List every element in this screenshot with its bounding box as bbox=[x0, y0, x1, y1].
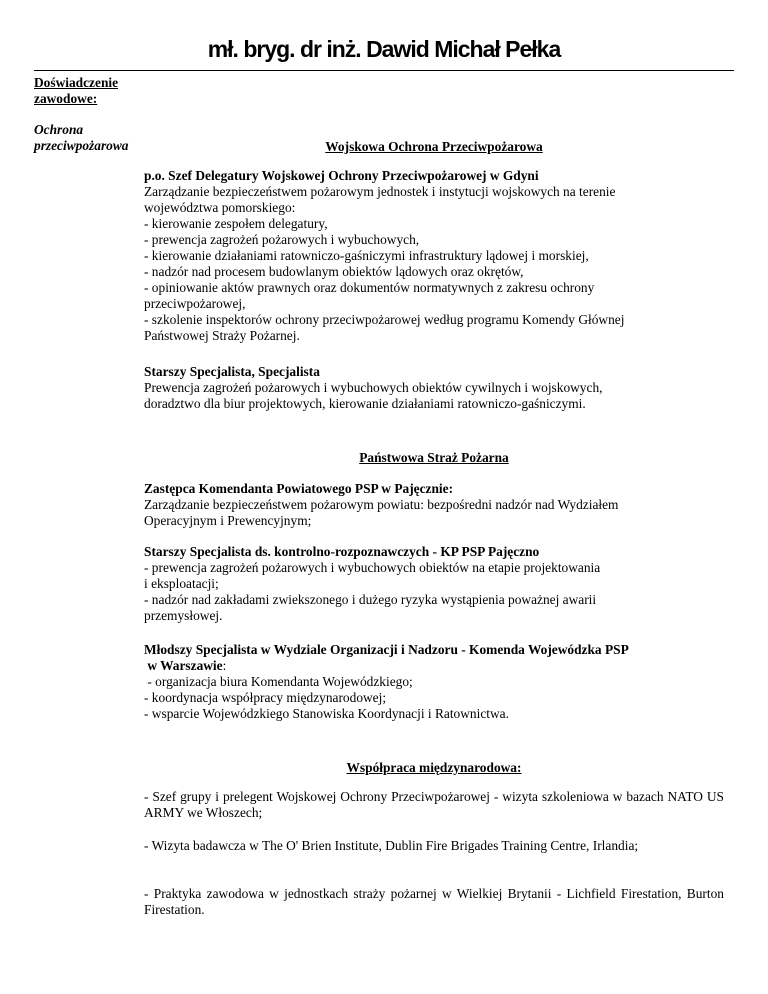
fire-protection-label bbox=[34, 122, 154, 154]
experience-label bbox=[34, 75, 144, 107]
international-item-dublin bbox=[144, 838, 724, 854]
section-title-international: Współpraca międzynarodowa: bbox=[346, 760, 522, 775]
experience-label-line2: zawodowe: bbox=[34, 91, 98, 106]
role-line: Zarządzanie bezpieczeństwem pożarowym powiatu: bezpośredni nadzór nad Wydziałem bbox=[144, 497, 619, 512]
role-line: przemysłowej. bbox=[144, 608, 223, 623]
section-title-military: Wojskowa Ochrona Przeciwpożarowa bbox=[325, 139, 543, 154]
role-line: doradztwo dla biur projektowych, kierowanie działaniami ratowniczo-gaśniczymi. bbox=[144, 396, 586, 411]
role-line: - nadzór nad procesem budowlanym obiektów lądowych oraz okrętów, bbox=[144, 264, 524, 279]
role-title-location: w Warszawie bbox=[144, 658, 223, 673]
fire-label-line1: Ochrona bbox=[34, 122, 84, 137]
military-role-senior-specialist bbox=[144, 364, 724, 412]
role-line: i eksploatacji; bbox=[144, 576, 219, 591]
role-line: Prewencja zagrożeń pożarowych i wybuchowych obiektów cywilnych i wojskowych, bbox=[144, 380, 603, 395]
role-line: - prewencja zagrożeń pożarowych i wybuchowych, bbox=[144, 232, 420, 247]
section-title-state-fire-service: Państwowa Straż Pożarna bbox=[359, 450, 509, 465]
role-line: Operacyjnym i Prewencyjnym; bbox=[144, 513, 312, 528]
role-line: - prewencja zagrożeń pożarowych i wybuchowych obiektów na etapie projektowania bbox=[144, 560, 601, 575]
international-item-text: - Praktyka zawodowa w jednostkach straży pożarnej w Wielkiej Brytanii - Lichfield Firestation, Burton Firestation. bbox=[144, 886, 724, 917]
role-title: Młodszy Specjalista w Wydziale Organizacji i Nadzoru - Komenda Wojewódzka PSP bbox=[144, 642, 629, 657]
international-item-text: - Wizyta badawcza w The O' Brien Institute, Dublin Fire Brigades Training Centre, Irlandia; bbox=[144, 838, 639, 853]
state-role-senior-specialist bbox=[144, 544, 724, 624]
role-line: - koordynacja współpracy międzynarodowej; bbox=[144, 690, 387, 705]
military-role-head-of-delegation bbox=[144, 168, 724, 344]
title-divider bbox=[34, 70, 734, 71]
role-line: Zarządzanie bezpieczeństwem pożarowym jednostek i instytucji wojskowych na terenie bbox=[144, 184, 616, 199]
role-line: województwa pomorskiego: bbox=[144, 200, 296, 215]
international-item-nato bbox=[144, 789, 724, 821]
role-title: Zastępca Komendanta Powiatowego PSP w Pajęcznie: bbox=[144, 481, 454, 496]
role-line: - szkolenie inspektorów ochrony przeciwpożarowej według programu Komendy Głównej bbox=[144, 312, 625, 327]
state-role-deputy-commander bbox=[144, 481, 724, 529]
role-title: Starszy Specjalista, Specjalista bbox=[144, 364, 320, 379]
international-item-text: - Szef grupy i prelegent Wojskowej Ochrony Przeciwpożarowej - wizyta szkoleniowa w bazach NATO US ARMY we Włoszech; bbox=[144, 789, 724, 820]
role-title-colon: : bbox=[222, 658, 227, 673]
role-title: p.o. Szef Delegatury Wojskowej Ochrony Przeciwpożarowej w Gdyni bbox=[144, 168, 539, 183]
role-line: - opiniowanie aktów prawnych oraz dokumentów normatywnych z zakresu ochrony bbox=[144, 280, 595, 295]
experience-label-line1: Doświadczenie bbox=[34, 75, 119, 90]
role-line: - organizacja biura Komendanta Wojewódzkiego; bbox=[144, 674, 413, 689]
state-role-junior-specialist bbox=[144, 642, 724, 722]
role-line: - kierowanie działaniami ratowniczo-gaśniczymi infrastruktury lądowej i morskiej, bbox=[144, 248, 589, 263]
role-line: Państwowej Straży Pożarnej. bbox=[144, 328, 300, 343]
role-line: - nadzór nad zakładami zwiekszonego i dużego ryzyka wystąpienia poważnej awarii bbox=[144, 592, 597, 607]
role-line: - wsparcie Wojewódzkiego Stanowiska Koordynacji i Ratownictwa. bbox=[144, 706, 509, 721]
page-title: mł. bryg. dr inż. Dawid Michał Pełka bbox=[207, 36, 561, 62]
role-line: przeciwpożarowej, bbox=[144, 296, 246, 311]
role-title-line2 bbox=[144, 658, 724, 674]
fire-label-line2: przeciwpożarowa bbox=[34, 138, 129, 153]
role-title: Starszy Specjalista ds. kontrolno-rozpoznawczych - KP PSP Pajęczno bbox=[144, 544, 540, 559]
international-item-uk bbox=[144, 886, 724, 918]
role-line: - kierowanie zespołem delegatury, bbox=[144, 216, 328, 231]
